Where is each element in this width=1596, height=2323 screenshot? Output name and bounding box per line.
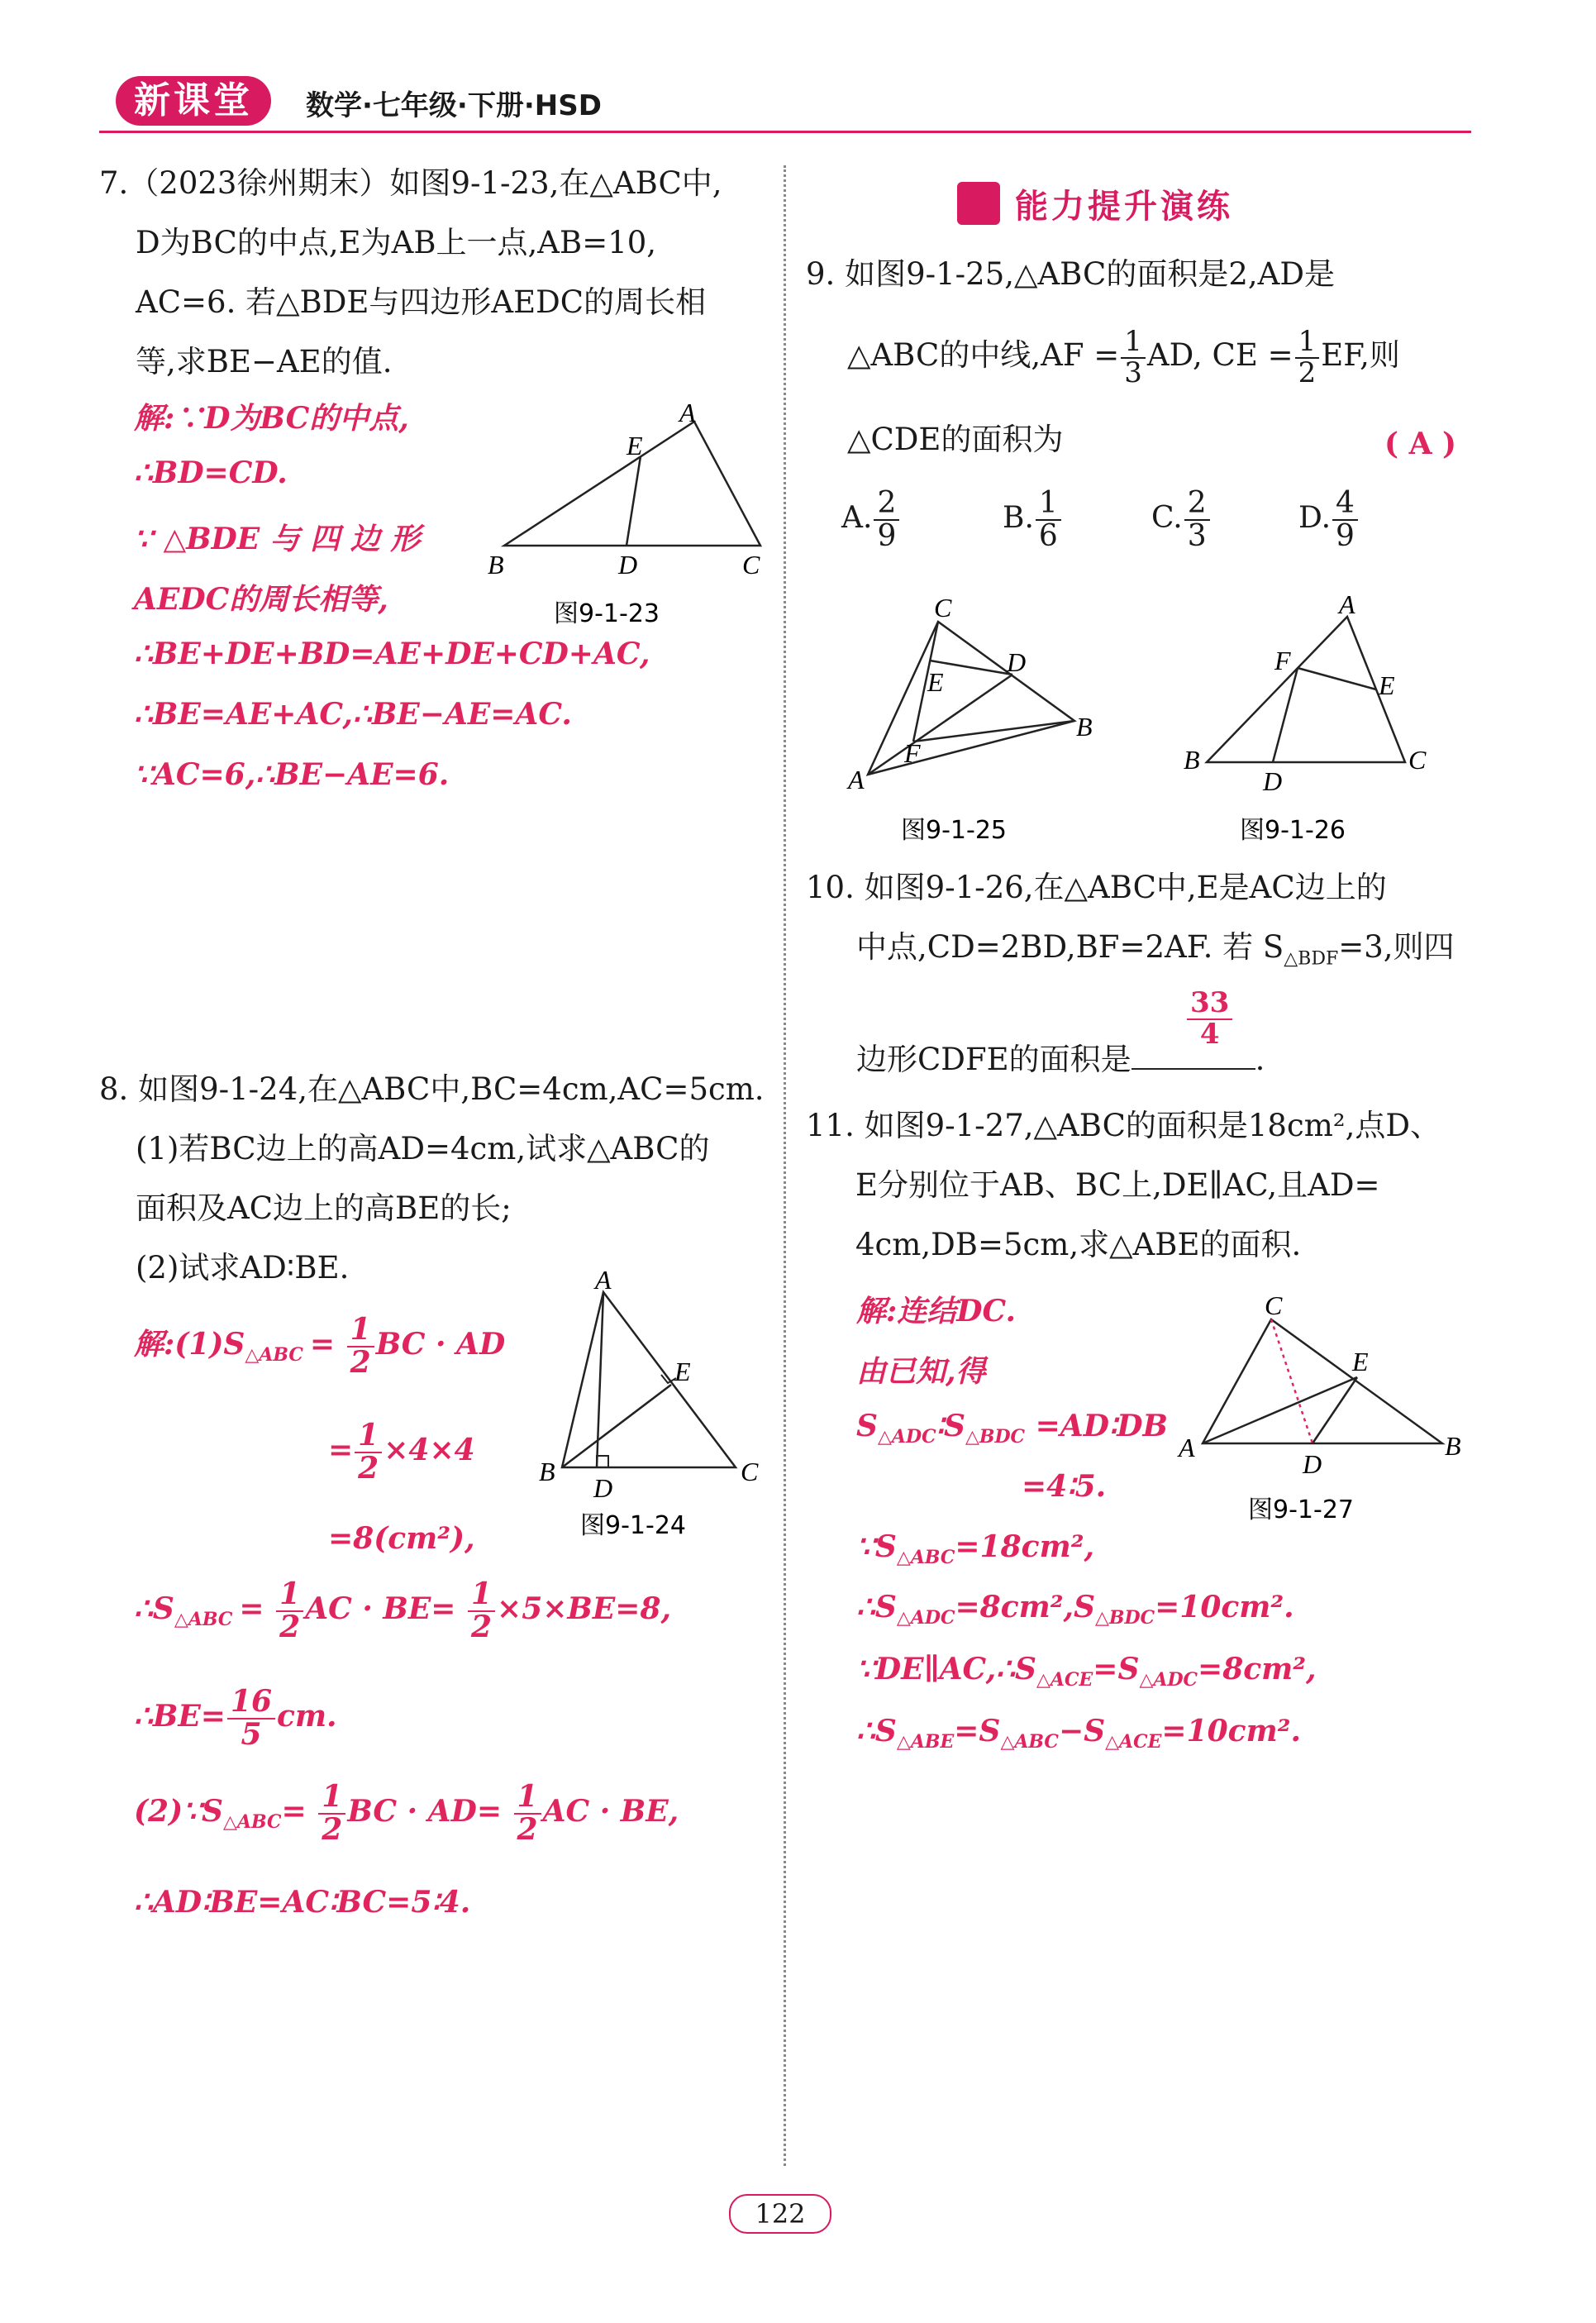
section-title: 能力提升演练 bbox=[1015, 188, 1233, 226]
fig-label: F bbox=[904, 738, 921, 768]
figure-9-1-24 bbox=[529, 1269, 777, 1550]
solution-line: ∵AC=6,∴BE−AE=6. bbox=[134, 757, 450, 792]
fig-label: A bbox=[1339, 589, 1355, 619]
fig-label: A bbox=[848, 765, 865, 794]
fig-label: D bbox=[1263, 766, 1283, 796]
fig-label: C bbox=[934, 593, 952, 622]
solution-line: AEDC的周长相等, bbox=[134, 582, 388, 617]
fig-label: D bbox=[593, 1473, 613, 1503]
fig-label: B bbox=[1445, 1431, 1461, 1461]
q7-line: AC=6. 若△BDE与四边形AEDC的周长相 bbox=[136, 284, 707, 320]
question-7 bbox=[99, 154, 769, 392]
figure-caption: 图9-1-24 bbox=[580, 1511, 686, 1540]
q8-line: (2)试求AD∶BE. bbox=[136, 1250, 350, 1286]
fig-label: A bbox=[1179, 1433, 1195, 1462]
q9-options bbox=[841, 488, 1470, 570]
q10-line-3: 边形CDFE的面积是 . bbox=[856, 1030, 1265, 1090]
q11-solution: 解:连结DC. 由已知,得 $S_{\triangle ADC}∶S_{\triangle BDC}$ =AD∶DB =4∶5. $\because S_{\triangle ABC}=18cm^2$, $\therefore S_{\triangle ADC}=8cm^2,S_{\triangle BDC}=10cm^2$. $\because DE\parallel AC,\therefore S_{\triangle ACE}=S_{\triangle ADC}=8cm^2$, $\therefore S_{\triangle ABE}=S_{\triangle ABC}-S_{\triangle ACE}=10cm^2$. bbox=[856, 1294, 1317, 1753]
fig-label: A bbox=[595, 1269, 612, 1295]
figure-caption: 图9-1-27 bbox=[1248, 1495, 1354, 1524]
q7-line: D为BC的中点,E为AB上一点,AB=10, bbox=[136, 225, 657, 260]
q9-line-2: △ABC的中线,AF = $\frac{1}{3}$ AD, CE = $\frac{1}{2}$ EF,则 bbox=[847, 324, 1400, 389]
fig-label: B bbox=[1076, 712, 1093, 742]
fig-label: D bbox=[1303, 1449, 1322, 1479]
option-d[interactable]: D. $\frac{4}{9}$ bbox=[1298, 488, 1360, 552]
figure-9-1-23 bbox=[479, 397, 777, 637]
fig-label: E bbox=[626, 431, 643, 460]
fig-label: E bbox=[674, 1357, 691, 1386]
fig-label: F bbox=[1274, 646, 1291, 675]
fig-label: B bbox=[1184, 745, 1200, 775]
fig-label: C bbox=[742, 550, 760, 580]
q7-line: 等,求BE−AE的值. bbox=[136, 344, 393, 379]
q8-line: 8. 如图9-1-24,在△ABC中,BC=4cm,AC=5cm. bbox=[99, 1071, 765, 1107]
q10-answer: 33 4 bbox=[1187, 989, 1232, 1049]
fig-label: E bbox=[927, 667, 944, 697]
page-number-badge: 122 bbox=[729, 2194, 831, 2234]
q9-line-3: △CDE的面积为 bbox=[847, 422, 1064, 457]
figure-9-1-27 bbox=[1165, 1290, 1479, 1538]
solution-line: ∴BE+DE+BD=AE+DE+CD+AC, bbox=[134, 637, 650, 671]
figure-9-1-26 bbox=[1174, 589, 1455, 853]
fig-label: D bbox=[618, 550, 638, 580]
fig-label: C bbox=[1408, 745, 1427, 775]
fig-label: B bbox=[539, 1457, 555, 1486]
header bbox=[99, 73, 1471, 139]
fig-label: C bbox=[741, 1457, 759, 1486]
q9-answer: ( A ) bbox=[1384, 427, 1457, 461]
option-b[interactable]: B. $\frac{1}{6}$ bbox=[1003, 488, 1063, 552]
fig-label: E bbox=[1379, 670, 1395, 700]
section-icon bbox=[957, 182, 1000, 225]
question-9: 9. 如图9-1-25,△ABC的面积是2,AD是 bbox=[806, 256, 1336, 292]
option-c[interactable]: C. $\frac{2}{3}$ bbox=[1151, 488, 1212, 552]
fig-label: D bbox=[1007, 647, 1027, 677]
fig-label: E bbox=[1352, 1347, 1369, 1376]
header-subtitle: 数学·七年级·下册·HSD bbox=[306, 89, 602, 122]
q8-line: (1)若BC边上的高AD=4cm,试求△ABC的 bbox=[136, 1131, 710, 1166]
header-rule bbox=[99, 131, 1471, 133]
q7-line: 7.（2023徐州期末）如图9-1-23,在△ABC中, bbox=[99, 165, 722, 201]
option-a[interactable]: A. $\frac{2}{9}$ bbox=[841, 488, 901, 552]
figure-caption: 图9-1-26 bbox=[1240, 816, 1346, 845]
question-10: 10. 如图9-1-26,在△ABC中,E是AC边上的 bbox=[806, 870, 1387, 905]
q8-solution: 解$:(1)S_{\triangle ABC}$ = $\frac{1}{2}$ BC · AD = $\frac{1}{2}$ ×4×4 =8(cm²), $\therefore S_{\triangle ABC}$ = $\frac{1}{2}$ AC · BE= $\frac{1}{2}$ ×5×BE=8, ∴BE= $\frac{16}{5}$ cm. $(2)\because S_{\triangle ABC}=$ $\frac{1}{2}$ BC · AD= $\frac{1}{2}$ AC · BE, ∴AD∶BE=AC∶BC=5∶4. bbox=[134, 1312, 679, 1920]
fig-label: B bbox=[488, 550, 504, 580]
solution-line: ∵ △BDE 与 四 边 形 bbox=[134, 522, 421, 556]
question-11: 11. 如图9-1-27,△ABC的面积是18cm²,点D、 E分别位于AB、BC上,DE∥AC,且AD= 4cm,DB=5cm,求△ABE的面积. bbox=[806, 1108, 1441, 1262]
q10-line-2: 中点,CD=2BD,BF=2AF. 若 $S_{\triangle BDF}=3$,则四 bbox=[856, 929, 1455, 970]
fig-label: C bbox=[1265, 1290, 1283, 1320]
fig-label: A bbox=[679, 398, 696, 427]
column-divider bbox=[784, 165, 786, 2166]
question-8 bbox=[99, 1060, 777, 1298]
solution-line: 解:∵D为BC的中点, bbox=[134, 401, 409, 436]
figure-caption: 图9-1-23 bbox=[554, 599, 660, 628]
figure-caption: 图9-1-25 bbox=[901, 816, 1007, 845]
figure-9-1-25 bbox=[835, 589, 1108, 853]
solution-line: ∴BD=CD. bbox=[134, 456, 288, 490]
solution-line: ∴BE=AE+AC,∴BE−AE=AC. bbox=[134, 697, 572, 732]
header-logo: 新课堂 bbox=[116, 76, 271, 126]
q8-line: 面积及AC边上的高BE的长; bbox=[136, 1190, 512, 1226]
